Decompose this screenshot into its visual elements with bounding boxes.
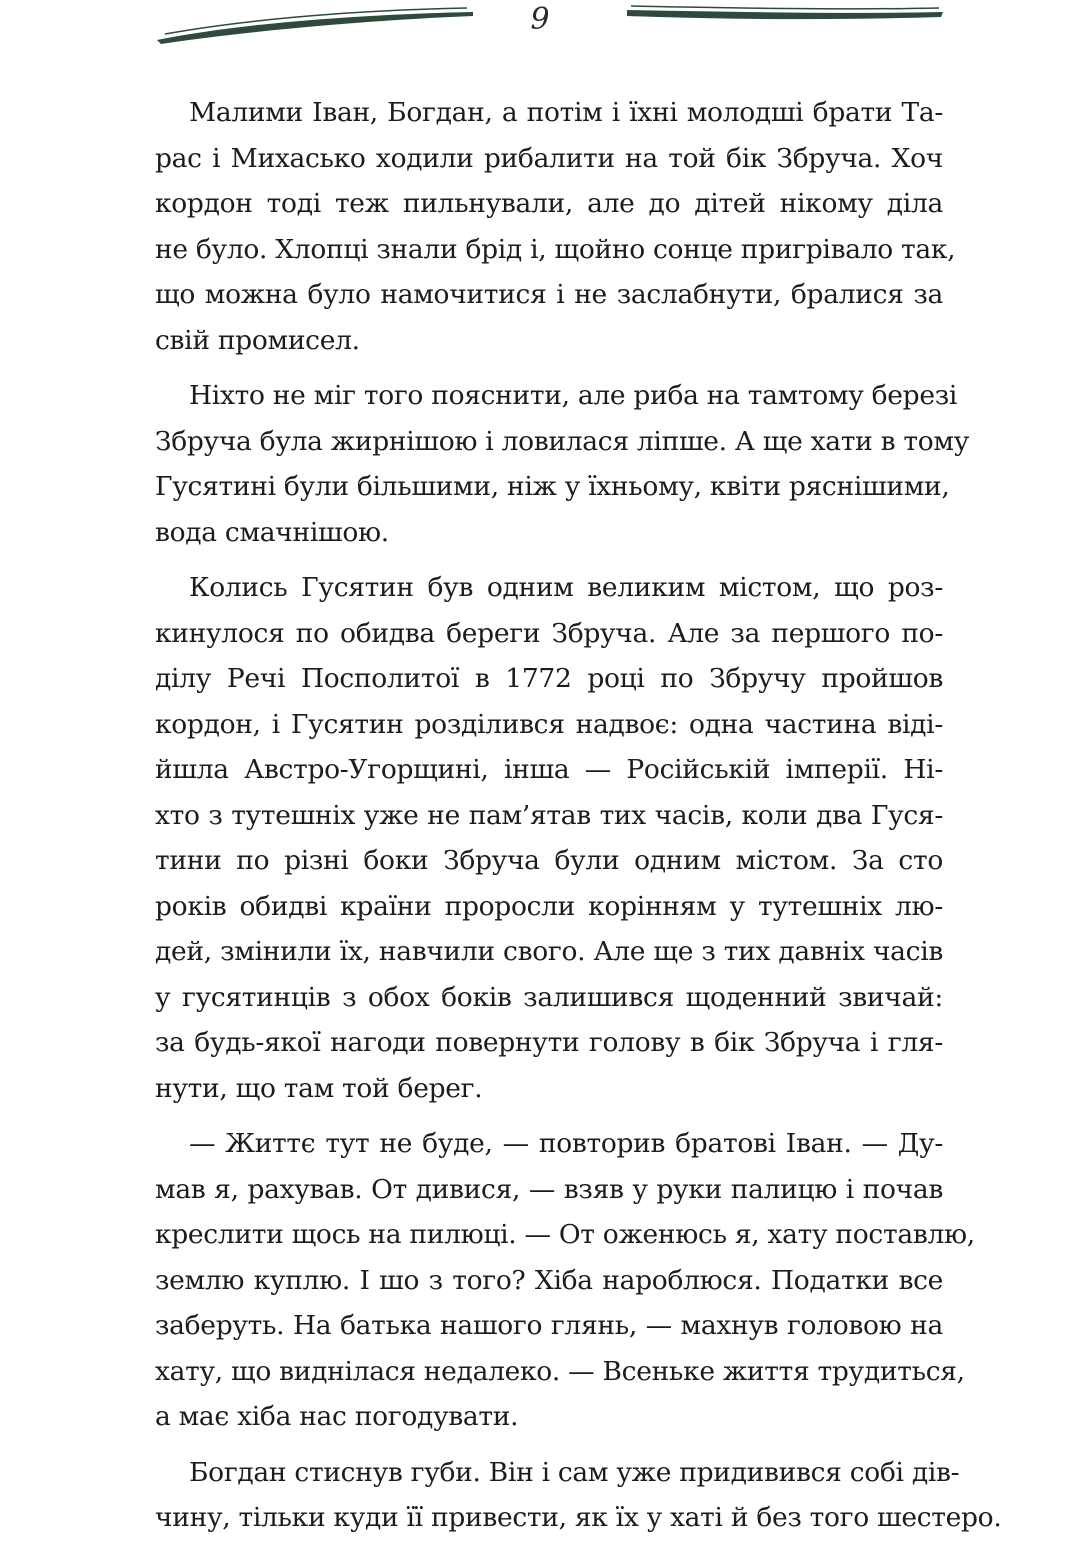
text-line: Малими Іван, Богдан, а потім і їхні молодші брати Та- xyxy=(189,97,943,128)
text-line: а має хіба нас погодувати. xyxy=(155,1401,519,1432)
text-line: кордон тоді теж пильнували, але до дітей нікому діла xyxy=(155,188,943,219)
text-body xyxy=(155,90,1002,1541)
text-line: кордон, і Гусятин розділився надвоє: одна частина віді- xyxy=(155,708,943,740)
text-line: тини по різні боки Збруча були одним містом. За сто xyxy=(155,845,943,876)
text-line: Збруча була жирнішою і ловилася ліпше. А ще хати в тому xyxy=(155,425,970,457)
text-line: дей, змінили їх, навчили свого. Але ще з тих давніх часів xyxy=(155,936,943,967)
text-line: у гусятинців з обох боків залишився щоденний звичай: xyxy=(155,981,943,1013)
text-line: свій промисел. xyxy=(155,324,360,356)
paragraph xyxy=(155,90,956,363)
text-line: Гусятині були більшими, ніж у їхньому, квіти ряснішими, xyxy=(155,471,950,502)
text-line: не було. Хлопці знали брід і, щойно сонце пригрівало так, xyxy=(155,233,956,265)
page-number: 9 xyxy=(530,2,550,37)
text-line: землю куплю. І шо з того? Хіба нароблюся. Податки все xyxy=(155,1264,943,1296)
text-line: за будь-якої нагоди повернути голову в бік Збруча і гля- xyxy=(155,1027,943,1058)
text-line: вода смачнішою. xyxy=(155,516,389,548)
text-line: хату, що виднілася недалеко. — Всеньке життя трудиться, xyxy=(155,1355,965,1387)
text-line: кинулося по обидва береги Збруча. Але за першого по- xyxy=(155,617,943,649)
text-line: заберуть. На батька нашого глянь, — махнув головою на xyxy=(155,1310,943,1341)
paragraph xyxy=(155,1121,975,1440)
text-line: рас і Михасько ходили рибалити на той бік Збруча. Хоч xyxy=(155,142,943,174)
text-line: хто з тутешніх уже не пам’ятав тих часів, коли два Гуся- xyxy=(155,799,943,831)
text-line: йшла Австро-Угорщині, інша — Російській імперії. Ні- xyxy=(155,754,943,785)
text-line: мав я, рахував. От дивися, — взяв у руки палицю і почав xyxy=(155,1173,943,1205)
page-header xyxy=(0,0,1080,60)
text-line: креслити щось на пилюці. — От оженюсь я, хату поставлю, xyxy=(155,1219,975,1250)
text-line: що можна було намочитися і не заслабнути, бралися за xyxy=(155,279,943,310)
text-line: років обидві країни проросли корінням у тутешніх лю- xyxy=(155,890,943,922)
text-line: чину, тільки куди її привести, як їх у хаті й без того шестеро. xyxy=(155,1502,1002,1533)
paragraph xyxy=(155,373,970,555)
text-line: Ніхто не міг того пояснити, але риба на тамтому березі xyxy=(189,380,958,411)
text-line: Колись Гусятин був одним великим містом, що роз- xyxy=(189,572,943,603)
paragraph xyxy=(155,565,943,1111)
text-line: ділу Речі Посполитої в 1772 році по Збручу пройшов xyxy=(155,663,943,694)
text-line: нути, що там той берег. xyxy=(155,1072,483,1104)
text-line: — Життє тут не буде, — повторив братові Іван. — Ду- xyxy=(189,1128,943,1159)
text-line: Богдан стиснув губи. Він і сам уже придивився собі дів- xyxy=(189,1456,960,1488)
paragraph xyxy=(155,1450,1002,1541)
